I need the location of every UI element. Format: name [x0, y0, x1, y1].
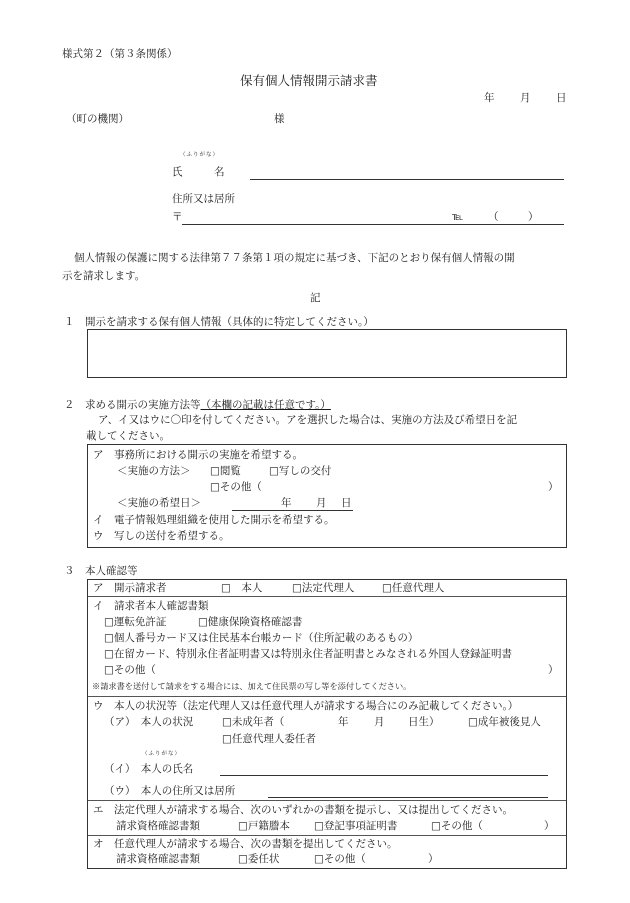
requester-address-label: 住所又は居所 — [172, 193, 235, 205]
legal-rep-other-close: ） — [544, 820, 555, 832]
method-label: ＜実施の方法＞ — [117, 465, 191, 477]
minor-birth-month: 月 — [374, 716, 385, 728]
intro-text-line2: 示を請求します。 — [62, 270, 146, 282]
registry-certificate-checkbox[interactable]: □登記事項証明書 — [314, 820, 398, 832]
form-number: 様式第２（第３条関係） — [62, 48, 178, 60]
section3-title: ３ 本人確認等 — [64, 565, 138, 577]
id-residence-card-checkbox[interactable]: □在留カード、特別永住者証明書又は特別永住者証明書とみなされる外国人登録証明書 — [104, 648, 512, 660]
requester-voluntary-rep-checkbox[interactable]: □任意代理人 — [382, 582, 445, 594]
principal-status-sub-label: （ア） 本人の状況 — [104, 716, 194, 728]
method-copy-checkbox[interactable]: □写しの交付 — [269, 465, 332, 477]
section1-input-box[interactable] — [87, 329, 567, 378]
requester-address-field[interactable] — [182, 224, 564, 225]
principal-address-label: （ウ） 本人の住所又は居所 — [104, 785, 236, 797]
legal-rep-other-checkbox[interactable]: □その他（ — [431, 820, 483, 832]
family-register-checkbox[interactable]: □戸籍謄本 — [238, 820, 290, 832]
section2-option-u[interactable]: ウ 写しの送付を希望する。 — [93, 530, 230, 542]
tel-label: ℡ — [452, 211, 464, 223]
desired-date-month: 月 — [316, 497, 327, 509]
section2-title — [64, 399, 331, 412]
principal-address-field[interactable] — [268, 797, 548, 798]
divider — [88, 835, 566, 836]
section1-title: １ 開示を請求する保有個人情報（具体的に特定してください。） — [64, 316, 374, 328]
method-inspection-checkbox[interactable]: □閲覧 — [210, 465, 241, 477]
date-year-label: 年 — [484, 92, 495, 104]
power-of-attorney-checkbox[interactable]: □委任状 — [238, 853, 280, 865]
principal-name-label: （イ） 本人の氏名 — [104, 763, 194, 775]
id-other-checkbox[interactable]: □その他（ — [104, 664, 156, 676]
voluntary-principal-checkbox[interactable]: □任意代理人委任者 — [222, 733, 316, 745]
section2-note-line1: ア、イ又はウに〇印を付してください。アを選択した場合は、実施の方法及び希望日を記 — [98, 414, 518, 426]
principal-name-furigana: （ふりがな） — [142, 751, 182, 757]
section2-option-a[interactable]: ア 事務所における開示の実施を希望する。 — [93, 449, 303, 461]
legal-rep-docs-sub: 請求資格確認書類 — [116, 820, 200, 832]
desired-date-day: 日 — [341, 497, 352, 509]
addressee-org: （町の機関） — [66, 113, 129, 125]
voluntary-rep-other-checkbox[interactable]: □その他（ — [314, 853, 366, 865]
legal-rep-docs-label: エ 法定代理人が請求する場合、次のいずれかの書類を提示し、又は提出してください。 — [93, 804, 513, 816]
id-docs-label: イ 請求者本人確認書類 — [93, 600, 209, 612]
minor-birth-year: 年 — [338, 716, 349, 728]
adult-ward-checkbox[interactable]: □成年被後見人 — [468, 716, 541, 728]
minor-checkbox[interactable]: □未成年者（ — [222, 716, 285, 728]
voluntary-rep-docs-sub: 請求資格確認書類 — [116, 853, 200, 865]
desired-date-field[interactable] — [232, 510, 353, 511]
addressee-sama: 様 — [274, 113, 285, 125]
id-docs-note: ※請求書を送付して請求をする場合には、加えて住民票の写し等を添付してください。 — [92, 681, 412, 691]
desired-date-label: ＜実施の希望日＞ — [117, 497, 201, 509]
section2-title-note: （本欄の記載は任意です。） — [200, 399, 331, 411]
method-other-close: ） — [548, 481, 559, 493]
requester-name-label: 氏 名 — [172, 166, 225, 178]
tel-paren-close: ） — [528, 211, 539, 223]
date-day-label: 日 — [556, 92, 567, 104]
intro-text-line1: 個人情報の保護に関する法律第７７条第１項の規定に基づき、下記のとおり保有個人情報の開 — [74, 252, 515, 264]
minor-birth-day: 日生） — [408, 716, 440, 728]
principal-status-label: ウ 本人の状況等（法定代理人又は任意代理人が請求する場合にのみ記載してください。） — [93, 700, 519, 712]
divider — [88, 596, 566, 597]
voluntary-rep-other-close: ） — [428, 853, 439, 865]
divider — [88, 800, 566, 801]
divider — [88, 696, 566, 697]
id-other-close: ） — [548, 664, 559, 676]
postal-mark: 〒 — [172, 211, 183, 223]
id-mynumber-card-checkbox[interactable]: □個人番号カード又は住民基本台帳カード（住所記載のあるもの） — [104, 632, 419, 644]
requester-self-checkbox[interactable]: □ 本人 — [221, 582, 263, 594]
desired-date-year: 年 — [281, 497, 292, 509]
section2-note-line2: 載してください。 — [86, 430, 170, 442]
page-title: 保有個人情報開示請求書 — [240, 73, 378, 88]
id-health-insurance-checkbox[interactable]: □健康保険資格確認書 — [198, 616, 303, 628]
tel-paren-open: （ — [488, 211, 499, 223]
requester-legal-rep-checkbox[interactable]: □法定代理人 — [292, 582, 355, 594]
requester-name-field[interactable] — [250, 179, 564, 180]
date-month-label: 月 — [520, 92, 531, 104]
ki-heading: 記 — [310, 292, 321, 304]
section2-option-i[interactable]: イ 電子情報処理組織を使用した開示を希望する。 — [93, 514, 335, 526]
requester-type-label: ア 開示請求者 — [93, 582, 167, 594]
voluntary-rep-docs-label: オ 任意代理人が請求する場合、次の書類を提出してください。 — [93, 838, 398, 850]
section2-title-text: ２ 求める開示の実施方法等 — [64, 399, 201, 411]
name-furigana-label: （ふりがな） — [180, 152, 220, 158]
method-other-checkbox[interactable]: □その他（ — [210, 481, 262, 493]
id-driver-license-checkbox[interactable]: □運転免許証 — [104, 616, 167, 628]
principal-name-field[interactable] — [220, 775, 548, 776]
